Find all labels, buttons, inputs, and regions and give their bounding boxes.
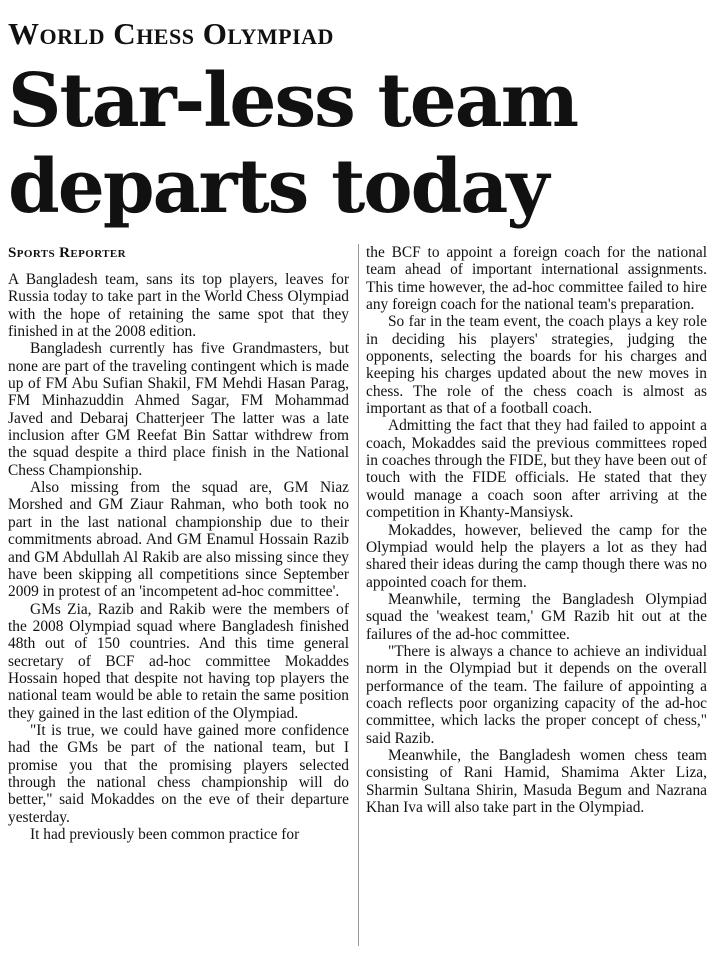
article-column-left [8, 244, 349, 843]
paragraph: Mokaddes, however, believed the camp for the Olympiad would help the players a lot as they had shared their ideas during the camp though there was no appointed coach for them. [366, 521, 707, 591]
paragraph: the BCF to appoint a foreign coach for the national team ahead of important international assignments. This time however, the ad-hoc committee failed to hire any foreign coach for the national team's preparation. [366, 244, 707, 314]
paragraph: "There is always a chance to achieve an individual norm in the Olympiad but it depends on the overall performance of the team. The failure of appointing a coach reflects poor organizing capacity of the ad-hoc committee, which lacks the proper concept of chess," said Razib. [366, 642, 707, 747]
paragraph: Admitting the fact that they had failed to appoint a coach, Mokaddes said the previous committees roped in coaches through the FIDE, but they have been out of touch with the FIDE officials. He stated that they would manage a coach soon after arriving at the competition in Khanty-Mansiysk. [366, 417, 707, 522]
paragraph: "It is true, we could have gained more confidence had the GMs be part of the national team, but I promise you that the promising players selected through the national chess championship will do better," said Mokaddes on the eve of their departure yesterday. [8, 721, 349, 826]
paragraph: A Bangladesh team, sans its top players, leaves for Russia today to take part in the World Chess Olympiad with the hope of retaining the same spot that they finished in at the 2008 edition. [8, 271, 349, 341]
column-divider [358, 244, 359, 946]
paragraph: It had previously been common practice for [30, 826, 300, 843]
paragraph: GMs Zia, Razib and Rakib were the members of the 2008 Olympiad squad where Bangladesh finished 48th out of 150 countries. And this time general secretary of BCF ad-hoc committee Mokaddes Hossain hoped that despite not having top players the national team would be able to retain the same position they gained in the last edition of the Olympiad. [8, 600, 349, 722]
section-kicker: World Chess Olympiad [8, 16, 334, 51]
paragraph: Bangladesh currently has five Grandmasters, but none are part of the traveling contingent which is made up of FM Abu Sufian Shakil, FM Mehdi Hasan Parag, FM Minhazuddin Ahmed Sagar, FM Mohammad Javed and Debaraj Chatterjeer The latter was a late inclusion after GM Reefat Bin Sattar withdrew from the squad despite a third place finish in the National Chess Championship. [8, 340, 349, 479]
paragraph: So far in the team event, the coach plays a key role in deciding his players' strategies, judging the opponents, selecting the boards for his charges and keeping his charges updated about the new moves in chess. The role of the chess coach is almost as important as that of a football coach. [366, 313, 707, 418]
paragraph: Also missing from the squad are, GM Niaz Morshed and GM Ziaur Rahman, who both took no part in the last national championship due to their commitments abroad. And GM Enamul Hossain Razib and GM Abdullah Al Rakib are also missing since they have been skipping all competitions since September 2009 in protest of an 'incompetent ad-hoc committee'. [8, 479, 349, 601]
byline: Sports Reporter [8, 245, 126, 261]
article-column-right [366, 244, 707, 816]
paragraph: Meanwhile, terming the Bangladesh Olympiad squad the 'weakest team,' GM Razib hit out at the failures of the ad-hoc committee. [366, 590, 707, 643]
paragraph: Meanwhile, the Bangladesh women chess team consisting of Rani Hamid, Shamima Akter Liza, Sharmin Sultana Shirin, Masuda Begum and Nazrana Khan Iva will also take part in the Olympiad. [366, 746, 707, 816]
headline: Star-less team departs today [8, 58, 578, 230]
